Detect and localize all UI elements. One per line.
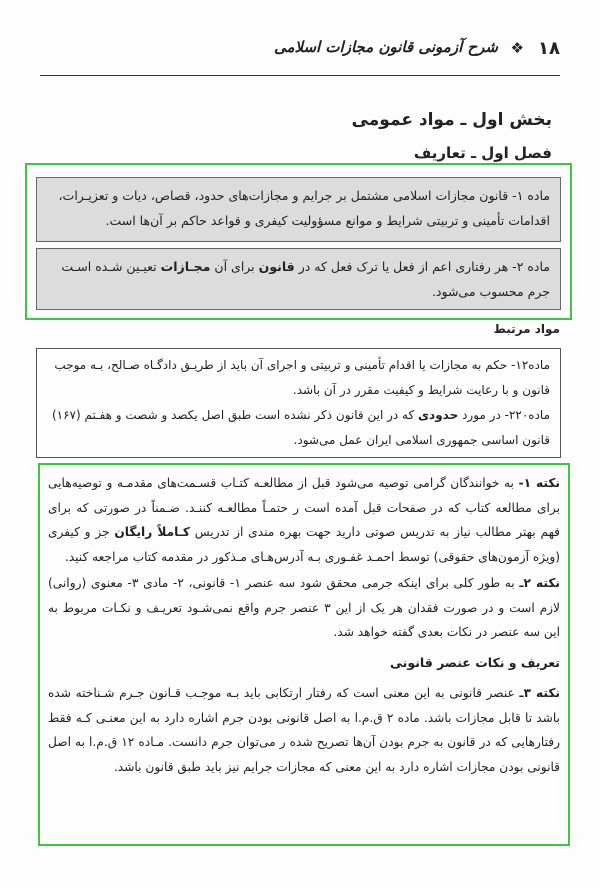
note-1-text: به خوانندگان گرامی توصیه می‌شود قبل از مطالعـه کتـاب قسـمت‌های مقدمـه و توصیه‌هایی برای مطالعه کتاب که در صفحات قبل آمده است ر حتمـاً مطالعـه کننـد. ضـمناً در صورتی که برای فهم بهتر مطالب نیاز به تدریس صوتی دارید جهت بهره مندی از تدریس — [48, 476, 561, 539]
subheading-legal-element: تعریف و نکات عنصر قانونی — [390, 654, 560, 670]
note-3 — [48, 681, 560, 779]
note-1-label: نکته ۱- — [518, 476, 560, 490]
chapter-title: فصل اول ـ تعاریف — [413, 144, 552, 162]
article-2-bold-law: قانون — [258, 259, 295, 274]
note-2 — [48, 571, 560, 645]
related-articles-box — [36, 348, 561, 458]
related-article-12: ماده۱۲- حکم به مجازات یا اقدام تأمینی و تربیتی و اجرای آن باید از طریـق دادگـاه صـالح، بـه موجب قانون و با رعایت شرایط و کیفیت مقرر در آن باشد. — [54, 358, 550, 397]
related-article-220-bold: حدودی — [418, 408, 459, 422]
article-2-box — [36, 248, 561, 310]
note-2-label: نکته ۲ـ — [519, 576, 560, 590]
note-1-bold: کـاملاً رایگان — [114, 525, 190, 539]
article-2-bold-punishment: مجـازات — [160, 259, 211, 274]
related-article-220-text: ماده۲۲۰- در مورد — [462, 408, 550, 422]
section-title: بخش اول ـ مواد عمومی — [351, 110, 552, 130]
related-articles-label: مواد مرتبط — [493, 322, 560, 336]
diamond-ornament-icon: ❖ — [510, 39, 524, 57]
note-2-text: به طور کلی برای اینکه جرمی محقق شود سه عنصر ۱- قانونی، ۲- مادی ۳- معنوی (روانی) لازم است و در صورت فقدان هر یک از این ۳ عنصر جرم واقع نمی‌شـود تعریـف و نکـات مربوط به این سه عنصر در نکات بعدی گفته خواهد شد. — [48, 576, 561, 639]
running-title: شرح آزمونی قانون مجازات اسلامی — [273, 38, 498, 56]
page-header — [40, 28, 560, 76]
article-1-text: ماده ۱- قانون مجازات اسلامی مشتمل بر جرایم و مجازات‌های حدود، قصاص، دیات و تعزیـرات، اقدامات تأمینی و تربیتی شرایط و موانع مسؤولیت کیفری و قواعد حاکم بر آن‌ها است. — [58, 188, 550, 228]
note-1 — [48, 471, 560, 569]
page-number: ۱۸ — [538, 38, 560, 59]
related-article-220-text: که در این قانون ذکر نشده است طبق اصل یکصد و شصت و هفـتم (۱۶۷) قانون اساسی جمهوری اسلامی ایران عمل می‌شود. — [51, 408, 550, 447]
note-1-text: جز و کیفری (ویژه آزمون‌های حقوقی) توسط احمـد غفـوری بـه آدرس‌هـای مـذکور در مقدمه کتاب مراجعه کنید. — [48, 525, 560, 564]
related-article-220 — [47, 403, 550, 453]
note-3-text: عنصر قانونی به این معنی است که رفتار ارتکابی باید بـه موجـب قـانون جـرم شـناخته شده باشد تا قابل مجازات باشد. ماده ۲ ق.م.ا به اصل قانونی بودن جرم اشاره دارد به این معنـی کـه فقط رفتارهایی که در قانون به جرم بودن آن‌ها تصریح شده ر می‌توان جرم دانست. مـاده ۱۲ ق.م.ا به اصل قانونی بودن مجازات اشاره دارد به این معنی که مجازات جرایم نیز باید طبق قانون باشد. — [48, 686, 560, 774]
article-2-text: تعیـین شـده اسـت جرم محسوب می‌شود. — [61, 259, 550, 299]
note-3-label: نکته ۳ـ — [519, 686, 561, 700]
notes-section — [48, 471, 560, 781]
article-2-text: برای آن — [214, 259, 255, 274]
article-1-box — [36, 177, 561, 242]
header-rule — [40, 75, 560, 76]
article-2-text: ماده ۲- هر رفتاری اعم از فعل یا ترک فعل که در — [298, 259, 550, 274]
